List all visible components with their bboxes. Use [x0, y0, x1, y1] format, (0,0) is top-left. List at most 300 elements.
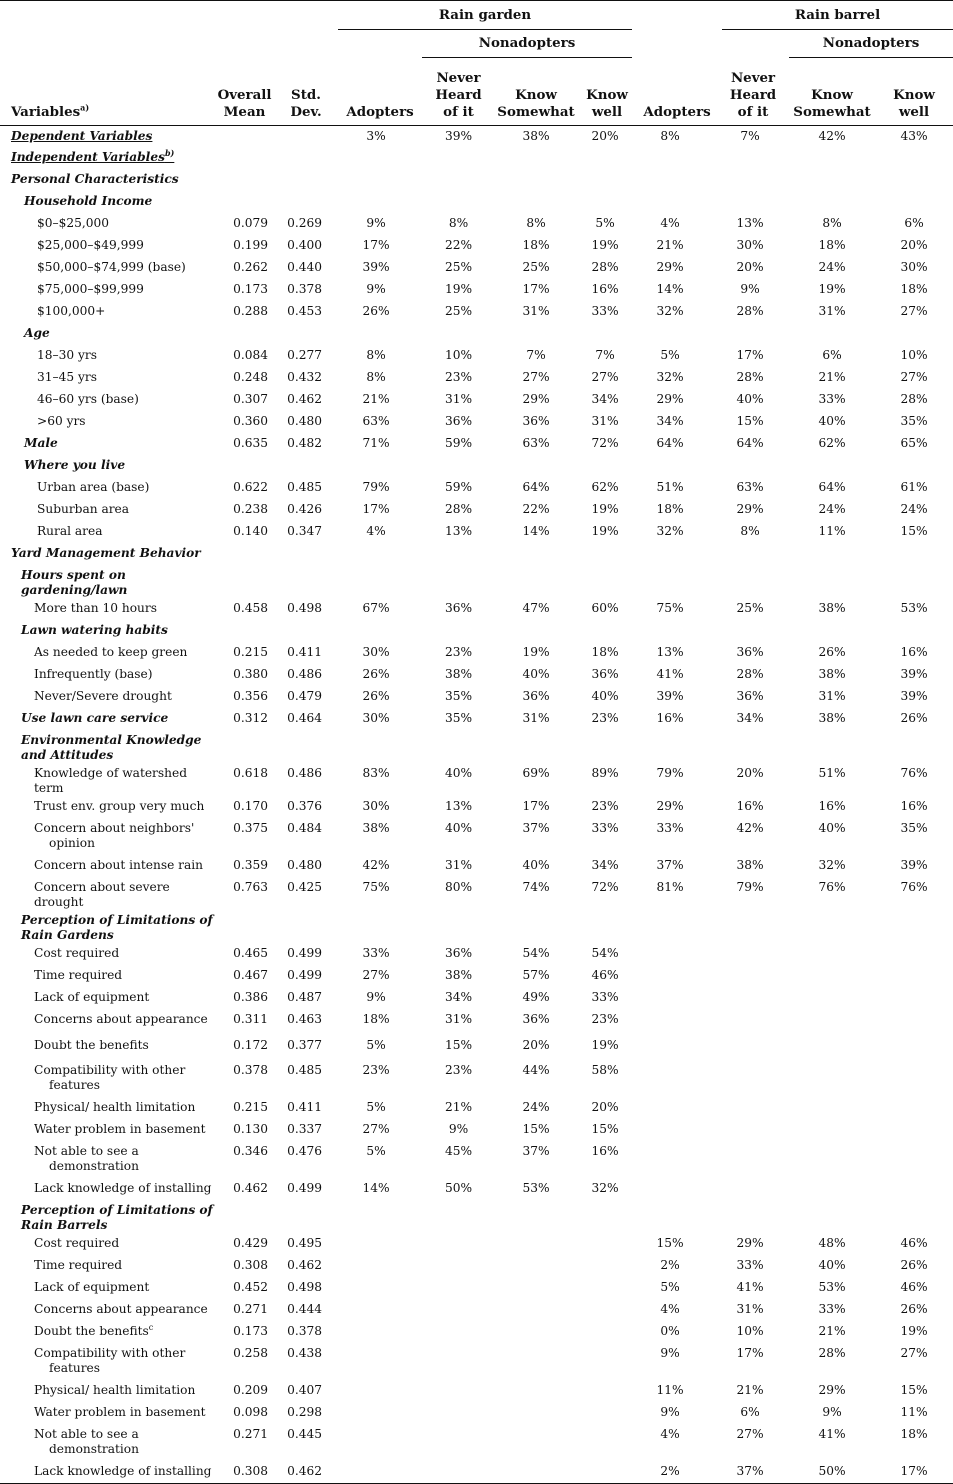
cell: 0.618	[233, 766, 268, 780]
row-label-text: $50,000–$74,999 (base)	[37, 260, 186, 274]
cell: 75%	[362, 880, 390, 894]
row-label-text: Where you live	[24, 458, 126, 472]
cell: 53%	[900, 601, 928, 615]
cell: 0.495	[287, 1236, 322, 1250]
cell	[789, 620, 875, 642]
col-rb-adopters: Adopters	[637, 58, 717, 125]
cell: 27%	[900, 1346, 928, 1360]
cell: 2%	[637, 1461, 717, 1483]
cell	[789, 169, 875, 191]
cell	[637, 910, 717, 943]
cell: 0.312	[233, 711, 268, 725]
cell: 62%	[591, 480, 619, 494]
footnote-marker: b)	[164, 147, 175, 158]
table-row-inc4	[0, 279, 953, 301]
cell: 36%	[444, 601, 473, 615]
cell: 0.486	[287, 667, 322, 681]
cell: 46%	[591, 968, 619, 982]
cell: 9%	[660, 1346, 680, 1360]
cell: 75%	[656, 601, 684, 615]
cell	[274, 730, 338, 763]
row-label	[0, 796, 215, 818]
cell	[577, 1255, 637, 1277]
cell	[215, 455, 274, 477]
table-row-where	[0, 455, 953, 477]
cell: 20%	[522, 1038, 550, 1052]
cell	[875, 323, 953, 345]
cell: 0.378	[287, 1324, 322, 1338]
cell	[875, 169, 953, 191]
cell	[875, 943, 953, 965]
row-label-text: More than 10 hours	[34, 601, 157, 615]
row-label	[0, 543, 215, 565]
cell	[274, 191, 338, 213]
cell: 0.499	[287, 1181, 322, 1195]
row-label-continuation: demonstration	[49, 1442, 139, 1456]
row-label	[0, 620, 215, 642]
cell: 0.411	[287, 1100, 322, 1114]
cell	[338, 1380, 422, 1402]
cell	[875, 1119, 953, 1141]
cell: 63%	[522, 436, 550, 450]
row-label-text: Not able to see a	[34, 1427, 139, 1441]
cell: 36%	[522, 414, 550, 428]
cell: 38%	[362, 821, 390, 835]
cell	[875, 730, 953, 763]
cell: 0.347	[287, 524, 322, 538]
cell	[422, 1255, 495, 1277]
cell: 2%	[660, 1258, 680, 1272]
cell: 43%	[900, 128, 928, 143]
cell	[422, 730, 495, 763]
row-label	[0, 499, 215, 521]
table-row-g10	[0, 1178, 953, 1200]
cell: 21%	[444, 1100, 473, 1114]
row-label	[0, 1380, 215, 1402]
cell	[422, 147, 495, 169]
cell	[717, 1141, 789, 1178]
table-row-b8	[0, 1402, 953, 1424]
row-label-text: Physical/ health limitation	[34, 1383, 196, 1397]
cell: 47%	[522, 601, 550, 615]
cell: 9%	[660, 1405, 680, 1419]
cell	[495, 1402, 577, 1424]
cell: 64%	[522, 480, 550, 494]
row-label	[0, 730, 215, 763]
table-row-g5	[0, 1031, 953, 1060]
table-row-personal	[0, 169, 953, 191]
row-label	[0, 1200, 215, 1233]
cell: 0.452	[233, 1280, 268, 1294]
cell	[338, 169, 422, 191]
cell: 16%	[818, 799, 846, 813]
table-row-age2	[0, 367, 953, 389]
cell: 29%	[818, 1383, 846, 1397]
rain-barrel-header: Rain barrel	[722, 1, 953, 30]
cell: 9%	[366, 282, 386, 296]
cell	[577, 323, 637, 345]
cell: 27%	[362, 1122, 390, 1136]
table-row-g4	[0, 1009, 953, 1031]
header-group-row	[0, 1, 953, 31]
cell	[495, 1255, 577, 1277]
cell	[717, 1178, 789, 1200]
row-label	[0, 818, 215, 855]
cell: 76%	[900, 766, 928, 780]
cell	[875, 1200, 953, 1233]
cell: 0.356	[233, 689, 268, 703]
cell: 54%	[522, 946, 550, 960]
cell: 76%	[818, 880, 846, 894]
cell: 0.375	[233, 821, 268, 835]
cell: 30%	[362, 711, 390, 725]
cell	[637, 943, 717, 965]
cell: 26%	[900, 1258, 928, 1272]
cell	[637, 1060, 717, 1097]
cell: 0.458	[233, 601, 268, 615]
cell: 32%	[656, 304, 684, 318]
cell: 0.485	[287, 480, 322, 494]
cell: 17%	[362, 502, 390, 516]
cell: 36%	[522, 689, 550, 703]
row-label	[0, 1255, 215, 1277]
cell: 45%	[444, 1144, 473, 1158]
cell: 35%	[444, 689, 473, 703]
cell: 19%	[591, 238, 619, 252]
cell: 40%	[818, 1258, 846, 1272]
cell	[577, 543, 637, 565]
cell	[495, 147, 577, 169]
cell: 13%	[444, 799, 473, 813]
row-label-text: Environmental Knowledge and Attitudes	[21, 733, 202, 762]
cell	[637, 730, 717, 763]
cell	[215, 543, 274, 565]
cell	[717, 1031, 789, 1060]
row-label-text: 31–45 yrs	[37, 370, 97, 384]
cell: 63%	[736, 480, 764, 494]
cell	[637, 1031, 717, 1060]
cell: 62%	[818, 436, 846, 450]
cell: 16%	[736, 799, 764, 813]
cell: 18%	[900, 282, 928, 296]
cell: 39%	[362, 260, 390, 274]
cell	[717, 191, 789, 213]
table-row-b4	[0, 1299, 953, 1321]
cell: 0.479	[287, 689, 322, 703]
cell: 34%	[591, 392, 619, 406]
cell: 39%	[900, 858, 928, 872]
row-label	[0, 235, 215, 257]
cell: 0.140	[233, 524, 268, 538]
row-label-text: Water problem in basement	[34, 1122, 206, 1136]
cell: 74%	[522, 880, 550, 894]
cell: 76%	[900, 880, 928, 894]
cell	[215, 910, 274, 943]
cell: 20%	[736, 260, 764, 274]
table-row-hours	[0, 565, 953, 598]
row-label-text: Lack of equipment	[34, 1280, 150, 1294]
cell: 29%	[522, 392, 550, 406]
cell: 32%	[818, 858, 846, 872]
cell: 0.215	[233, 1100, 268, 1114]
cell	[577, 1424, 637, 1461]
cell: 0.248	[233, 370, 268, 384]
cell	[875, 1060, 953, 1097]
cell: 33%	[591, 304, 619, 318]
cell: 60%	[591, 601, 619, 615]
cell: 11%	[818, 524, 846, 538]
row-label	[0, 345, 215, 367]
row-label	[0, 389, 215, 411]
cell	[495, 1200, 577, 1233]
cell: 30%	[362, 645, 390, 659]
table-row-env	[0, 730, 953, 763]
cell: 29%	[736, 502, 764, 516]
row-label-text: Household Income	[24, 194, 153, 208]
table-row-w2	[0, 664, 953, 686]
row-label	[0, 855, 215, 877]
cell	[422, 1380, 495, 1402]
cell: 4%	[660, 1302, 680, 1316]
cell	[215, 191, 274, 213]
cell	[338, 323, 422, 345]
cell: 0.311	[233, 1012, 268, 1026]
cell	[875, 543, 953, 565]
cell	[274, 125, 338, 147]
table-row-male	[0, 433, 953, 455]
cell: 0.484	[287, 821, 322, 835]
row-label	[0, 301, 215, 323]
cell: 34%	[444, 990, 473, 1004]
cell: 4%	[366, 524, 386, 538]
cell: 50%	[789, 1461, 875, 1483]
cell	[577, 1233, 637, 1255]
row-label	[0, 1060, 215, 1097]
cell: 31%	[522, 304, 550, 318]
cell: 0.498	[287, 601, 322, 615]
table-row-b1	[0, 1233, 953, 1255]
cell: 27%	[736, 1427, 764, 1441]
cell	[577, 455, 637, 477]
row-label	[0, 1461, 215, 1483]
cell: 21%	[818, 370, 846, 384]
cell: 0.380	[233, 667, 268, 681]
cell: 26%	[362, 304, 390, 318]
cell: 44%	[522, 1063, 550, 1077]
cell	[338, 455, 422, 477]
cell: 25%	[522, 260, 550, 274]
cell	[495, 455, 577, 477]
row-label	[0, 1178, 215, 1200]
cell: 28%	[900, 392, 928, 406]
cell	[495, 565, 577, 598]
cell: 25%	[444, 260, 473, 274]
row-label	[0, 708, 215, 730]
cell	[422, 1277, 495, 1299]
row-label-text: Compatibility with other	[34, 1346, 186, 1360]
cell: 0.462	[287, 392, 322, 406]
cell	[789, 565, 875, 598]
cell: 28%	[818, 1346, 846, 1360]
cell: 28%	[736, 304, 764, 318]
table-row-g1	[0, 943, 953, 965]
cell	[789, 455, 875, 477]
cell: 39%	[444, 128, 473, 143]
cell: 6%	[822, 348, 842, 362]
cell	[577, 1402, 637, 1424]
cell: 0.622	[233, 480, 268, 494]
cell: 19%	[522, 645, 550, 659]
cell	[422, 1200, 495, 1233]
cell: 18%	[900, 1427, 928, 1441]
cell	[577, 1299, 637, 1321]
cell: 36%	[444, 946, 473, 960]
cell	[338, 1299, 422, 1321]
row-label-text: Independent Variables	[11, 150, 165, 164]
cell: 63%	[362, 414, 390, 428]
cell: 0.271	[233, 1302, 268, 1316]
col-rg-know-well: Know well	[577, 58, 637, 125]
cell	[577, 1380, 637, 1402]
cell	[637, 323, 717, 345]
rain-garden-nonadopters-header: Nonadopters	[422, 30, 632, 58]
cell: 8%	[366, 348, 386, 362]
cell	[717, 565, 789, 598]
cell	[422, 169, 495, 191]
row-label-text: Doubt the benefits	[34, 1324, 149, 1338]
cell: 15%	[522, 1122, 550, 1136]
cell: 5%	[366, 1144, 386, 1158]
cell	[338, 565, 422, 598]
cell	[875, 1031, 953, 1060]
row-label	[0, 1402, 215, 1424]
cell	[637, 1097, 717, 1119]
cell	[789, 323, 875, 345]
cell: 20%	[900, 238, 928, 252]
table-row-e4	[0, 855, 953, 877]
cell: 0.485	[287, 1063, 322, 1077]
cell: 0.480	[287, 858, 322, 872]
cell: 30%	[900, 260, 928, 274]
cell: 58%	[591, 1063, 619, 1077]
cell	[789, 730, 875, 763]
col-std-dev: Std. Dev.	[274, 58, 338, 125]
table-row-age3	[0, 389, 953, 411]
col-rb-never-heard: Never Heard of it	[717, 58, 789, 125]
cell: 23%	[444, 1063, 473, 1077]
row-label	[0, 257, 215, 279]
row-label	[0, 1277, 215, 1299]
cell	[875, 1141, 953, 1178]
cell: 9%	[448, 1122, 469, 1136]
cell: 25%	[444, 304, 473, 318]
cell: 89%	[591, 766, 619, 780]
row-label	[0, 191, 215, 213]
cell	[637, 1119, 717, 1141]
cell: 13%	[736, 216, 764, 230]
cell	[215, 147, 274, 169]
cell: 0.464	[287, 711, 322, 725]
cell: 0.476	[287, 1144, 322, 1158]
cell: 53%	[818, 1280, 846, 1294]
cell	[338, 191, 422, 213]
table-row-service	[0, 708, 953, 730]
cell: 51%	[818, 766, 846, 780]
cell	[338, 1255, 422, 1277]
cell: 7%	[595, 348, 615, 362]
row-label-text: Not able to see a	[34, 1144, 139, 1158]
row-label-text: Concern about severe drought	[34, 880, 170, 909]
cell: 17%	[362, 238, 390, 252]
row-label	[0, 477, 215, 499]
row-label	[0, 411, 215, 433]
cell: 21%	[818, 1324, 846, 1338]
table-row-dep	[0, 125, 953, 147]
cell: 0.462	[287, 1258, 322, 1272]
cell	[422, 1424, 495, 1461]
cell: 0%	[660, 1324, 680, 1338]
table-row-e3	[0, 818, 953, 855]
cell: 0.432	[287, 370, 322, 384]
cell: 8%	[448, 216, 469, 230]
cell	[875, 910, 953, 943]
cell	[789, 1097, 875, 1119]
cell: 19%	[444, 282, 473, 296]
cell	[577, 565, 637, 598]
cell: 67%	[362, 601, 390, 615]
table-row-b7	[0, 1380, 953, 1402]
cell: 15%	[444, 1038, 473, 1052]
cell	[717, 455, 789, 477]
cell: 0.288	[233, 304, 268, 318]
cell	[717, 1200, 789, 1233]
cell	[577, 1343, 637, 1380]
cell: 26%	[818, 645, 846, 659]
cell: 19%	[818, 282, 846, 296]
cell: 42%	[362, 858, 390, 872]
col-rg-know-somewhat: Know Somewhat	[495, 58, 577, 125]
cell: 8%	[660, 128, 680, 143]
cell: 17%	[736, 348, 764, 362]
cell: 16%	[900, 645, 928, 659]
table-row-household	[0, 191, 953, 213]
cell	[875, 987, 953, 1009]
cell	[637, 965, 717, 987]
row-label-text: Suburban area	[37, 502, 130, 516]
cell: 34%	[591, 858, 619, 872]
cell	[577, 169, 637, 191]
cell: 30%	[736, 238, 764, 252]
cell: 20%	[736, 766, 764, 780]
cell: 4%	[660, 216, 680, 230]
cell	[637, 620, 717, 642]
row-label-text: >60 yrs	[37, 414, 86, 428]
cell: 83%	[362, 766, 390, 780]
cell: 72%	[591, 436, 619, 450]
row-label	[0, 965, 215, 987]
cell	[338, 730, 422, 763]
row-label-text: Knowledge of watershed term	[34, 766, 187, 795]
cell: 31%	[444, 858, 473, 872]
cell: 0.173	[233, 282, 268, 296]
cell	[637, 1009, 717, 1031]
cell: 35%	[900, 414, 928, 428]
cell: 24%	[818, 260, 846, 274]
table-row-b2	[0, 1255, 953, 1277]
row-label	[0, 1141, 215, 1178]
table-row-rural	[0, 521, 953, 543]
cell	[422, 191, 495, 213]
